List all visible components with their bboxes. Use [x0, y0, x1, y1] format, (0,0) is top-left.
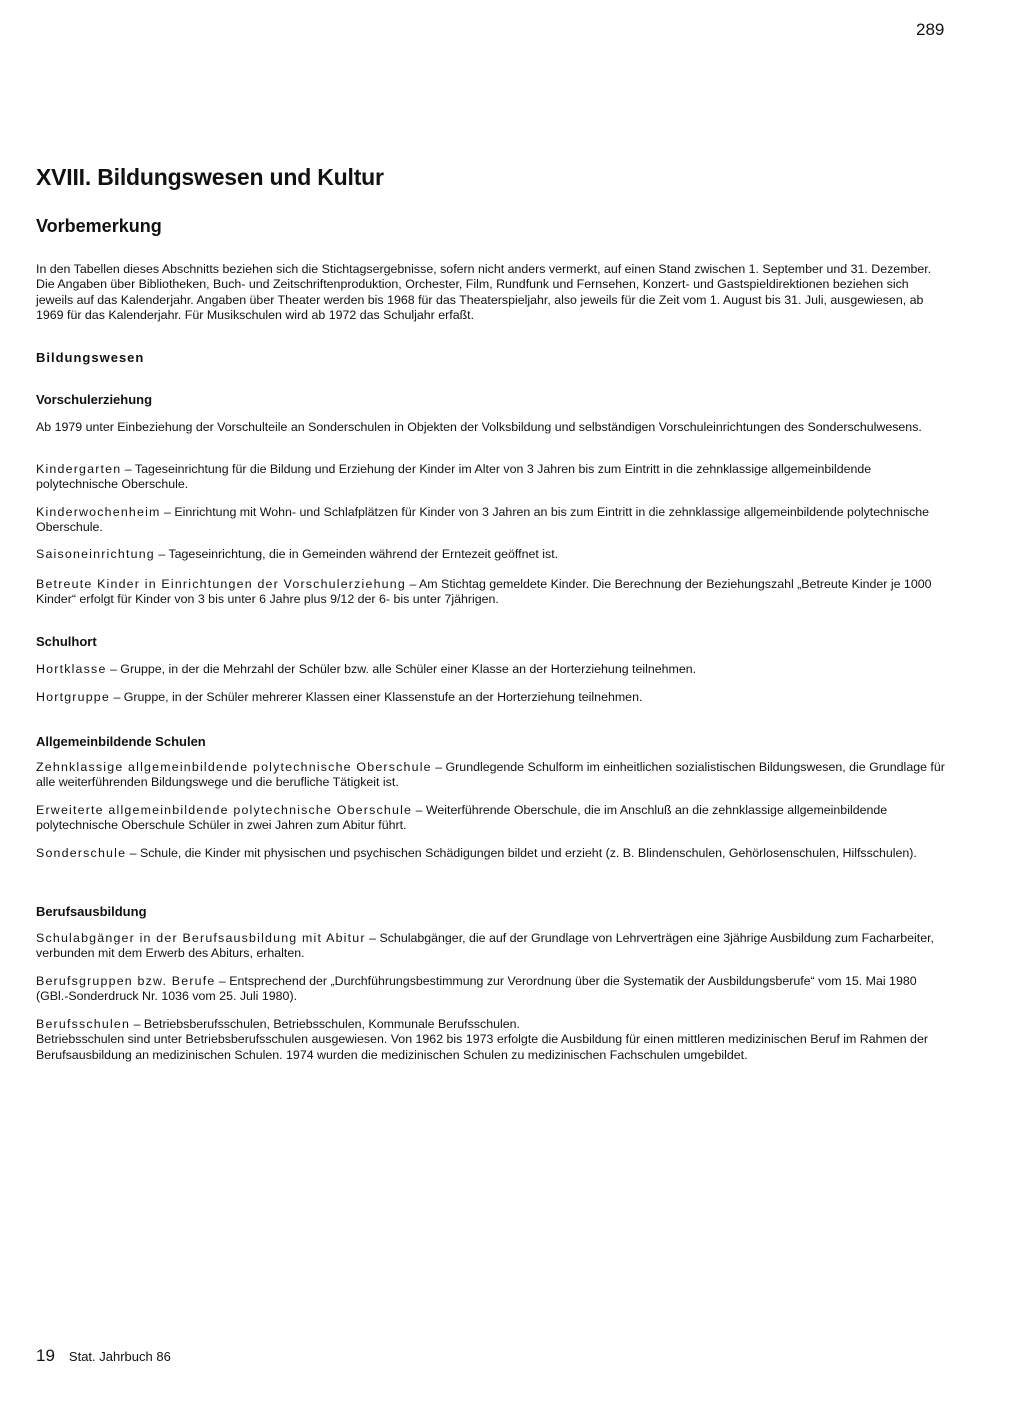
allgemein-heading: Allgemeinbildende Schulen [36, 734, 206, 749]
vorschul-p2: Kindergarten – Tageseinrichtung für die Bildung und Erziehung der Kinder im Alter von 3 Jahren bis zum Eintritt in die zehnklassige allgemeinbildende polytechnische Oberschule. [36, 462, 872, 492]
vorschul-p4: Saisoneinrichtung – Tageseinrichtung, die in Gemeinden während der Erntezeit geöffnet ist. [36, 547, 559, 561]
vorschul-heading: Vorschulerziehung [36, 392, 153, 407]
beruf-p1: Schulabgänger in der Berufsausbildung mit Abitur – Schulabgänger, die auf der Grundlage von Lehrverträgen eine 3jährige Ausbildung zum Facharbeiter, verbunden mit dem Erwerb des Abiturs, erhalten. [36, 931, 934, 961]
term-sonderschule: Sonderschule [36, 846, 127, 860]
beruf-heading: Berufsausbildung [36, 904, 147, 919]
term-kindergarten: Kindergarten [36, 462, 122, 476]
term-betreute-kinder: Betreute Kinder in Einrichtungen der Vorschulerziehung [36, 577, 406, 591]
schulhort-p2: Hortgruppe – Gruppe, in der Schüler mehrerer Klassen einer Klassenstufe an der Horterziehung teilnehmen. [36, 690, 643, 704]
allgemein-p2: Erweiterte allgemeinbildende polytechnische Oberschule – Weiterführende Oberschule, die im Anschluß an die zehnklassige allgemeinbildende polytechnische Oberschule Schüler in zwei Jahren zum Abitur führt. [36, 803, 888, 833]
beruf-p3-continuation: Betriebsschulen sind unter Betriebsberufsschulen ausgewiesen. Von 1962 bis 1973 erfolgte die Ausbildung für einen mittleren medizinischen Beruf im Rahmen der Berufsausbildung an medizinischen Schulen. 1974 wurden die medizinischen Schulen zu medizinischen Fachschulen umgebildet. [36, 1032, 928, 1062]
vorschul-p3: Kinderwochenheim – Einrichtung mit Wohn- und Schlafplätzen für Kinder von 3 Jahren an bis zum Eintritt in die zehnklassige allgemeinbildende polytechnische Oberschule. [36, 505, 930, 535]
beruf-p2: Berufsgruppen bzw. Berufe – Entsprechend der „Durchführungsbestimmung zur Verordnung über die Systematik der Ausbildungsberufe“ vom 15. Mai 1980 (GBl.-Sonderdruck Nr. 1036 vom 25. Juli 1980). [36, 974, 917, 1004]
vorschul-p5: Betreute Kinder in Einrichtungen der Vorschulerziehung – Am Stichtag gemeldete Kinder. Die Berechnung der Beziehungszahl „Betreute Kinder je 1000 Kinder“ erfolgt für Kinder von 3 bis unter 6 Jahre plus 9/12 der 6- bis unter 7jährigen. [36, 577, 932, 607]
footer-publication-title: Stat. Jahrbuch 86 [68, 1349, 171, 1364]
chapter-title: XVIII. Bildungswesen und Kultur [36, 164, 384, 190]
term-hortklasse: Hortklasse [36, 662, 107, 676]
intro-paragraph: In den Tabellen dieses Abschnitts beziehen sich die Stichtagsergebnisse, sofern nicht anders vermerkt, auf einen Stand zwischen 1. September und 31. Dezember. Die Angaben über Bibliotheken, Buch- und Zeitschriftenproduktion, Orchester, Film, Rundfunk und Fernsehen, Konzert- und Gastspieldirektionen beziehen sich jeweils auf das Kalenderjahr. Angaben über Theater werden bis 1968 für das Theaterspieljahr, also jeweils für die Zeit vom 1. August bis 31. Juli, ausgewiesen, ab 1969 für das Kalenderjahr. Für Musikschulen wird ab 1972 das Schuljahr erfaßt. [36, 262, 932, 323]
term-zehnklassige: Zehnklassige allgemeinbildende polytechnische Oberschule [36, 760, 432, 774]
vorschul-p1: Ab 1979 unter Einbeziehung der Vorschulteile an Sonderschulen in Objekten der Volksbildung und selbständigen Vorschuleinrichtungen des Sonderschulwesens. [36, 420, 922, 434]
allgemein-p3: Sonderschule – Schule, die Kinder mit physischen und psychischen Schädigungen bildet und erzieht (z. B. Blindenschulen, Gehörlosenschulen, Hilfsschulen). [36, 846, 917, 860]
footer-sheet-number: 19 [36, 1346, 55, 1365]
bildungswesen-heading: Bildungswesen [36, 350, 145, 365]
schulhort-p1: Hortklasse – Gruppe, in der die Mehrzahl der Schüler bzw. alle Schüler einer Klasse an der Horterziehung teilnehmen. [36, 662, 697, 676]
term-berufsgruppen: Berufsgruppen bzw. Berufe [36, 974, 216, 988]
beruf-p3: Berufsschulen – Betriebsberufsschulen, Betriebsschulen, Kommunale Berufsschulen. Betriebsschulen sind unter Betriebsberufsschulen ausgewiesen. Von 1962 bis 1973 erfolgte die Ausbildung für einen mittleren medizinischen Beruf im Rahmen der Berufsausbildung an medizinischen Schulen. 1974 wurden die medizinischen Schulen zu medizinischen Fachschulen umgebildet. [36, 1017, 928, 1062]
page-footer [36, 1346, 171, 1366]
term-erweiterte: Erweiterte allgemeinbildende polytechnische Oberschule [36, 803, 413, 817]
term-hortgruppe: Hortgruppe [36, 690, 110, 704]
schulhort-heading: Schulhort [36, 634, 97, 649]
term-schulabgaenger: Schulabgänger in der Berufsausbildung mit Abitur [36, 931, 366, 945]
term-berufsschulen: Berufsschulen [36, 1017, 131, 1031]
section-title: Vorbemerkung [36, 216, 162, 236]
term-saisoneinrichtung: Saisoneinrichtung [36, 547, 155, 561]
allgemein-p1: Zehnklassige allgemeinbildende polytechnische Oberschule – Grundlegende Schulform im einheitlichen sozialistischen Bildungswesen, die Grundlage für alle weiterführenden Bildungswege und die berufliche Tätigkeit ist. [36, 760, 945, 790]
term-kinderwochenheim: Kinderwochenheim [36, 505, 161, 519]
page-number: 289 [916, 20, 945, 39]
